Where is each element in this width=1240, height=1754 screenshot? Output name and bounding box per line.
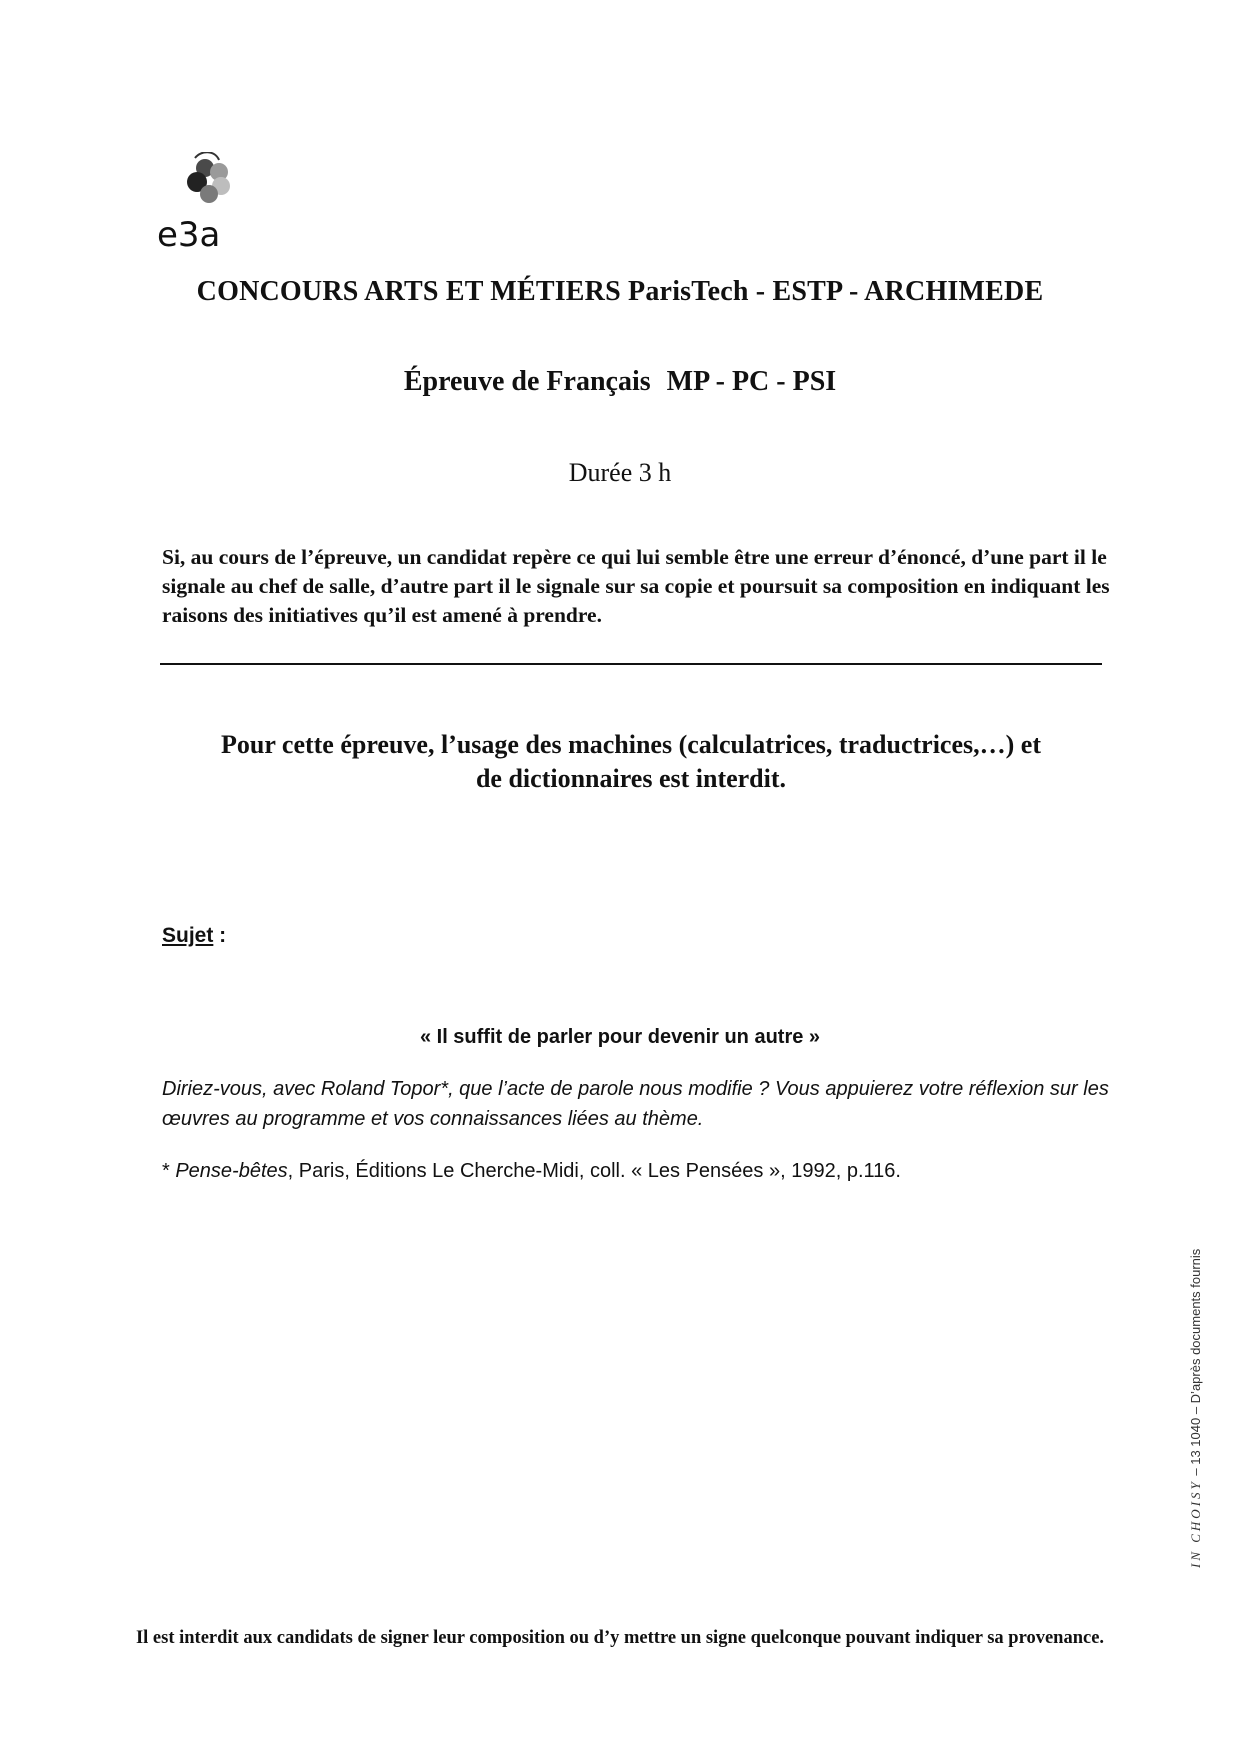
subject-reference [162,1160,1122,1183]
exam-streams: MP - PC - PSI [666,366,837,397]
footer-notice: Il est interdit aux candidats de signer leur composition ou d’y mettre un signe quelconque pouvant indiquer sa provenance. [135,1628,1105,1648]
error-notice: Si, au cours de l’épreuve, un candidat repère ce qui lui semble être une erreur d’énoncé, d’une part il le signale au chef de salle, d’autre part il le signale sur sa copie et poursuit sa composition en indiquant les raisons des initiatives qu’il est amené à prendre. [162,545,1110,627]
divider [160,663,1102,665]
subject-question: Diriez-vous, avec Roland Topor*, que l’acte de parole nous modifie ? Vous appuierez votre réflexion sur les œuvres au programme et vos connaissances liées au thème. [162,1078,1109,1130]
exam-title: CONCOURS ARTS ET MÉTIERS ParisTech - ESTP - ARCHIMEDE [196,276,1044,307]
subject-quote: « Il suffit de parler pour devenir un autre » [419,1026,821,1048]
materials-notice-line1: Pour cette épreuve, l’usage des machines (calculatrices, traductrices,…) et [221,730,1041,759]
e3a-logo [155,152,275,252]
e3a-logo-icon [155,152,275,252]
subject-label: Sujet [162,924,214,947]
exam-duration: Durée 3 h [568,458,672,487]
reference-title: Pense-bêtes [175,1160,288,1182]
printer-name: IN CHOISY [1188,1479,1203,1568]
materials-notice-line2: de dictionnaires est interdit. [475,764,787,793]
subject-heading [162,924,226,948]
reference-rest: , Paris, Éditions Le Cherche-Midi, coll. « Les Pensées », 1992, p.116. [287,1160,901,1182]
printer-code: – 13 1040 – D’après documents fournis [1188,1248,1203,1480]
printer-mark [1188,1148,1208,1568]
reference-prefix: * [162,1160,176,1182]
subject-label-suffix: : [213,924,227,947]
materials-notice [160,728,1102,796]
exam-subject: Épreuve de Français [403,366,651,397]
svg-text:e3a: e3a [157,215,221,252]
exam-subject-line [0,366,1240,398]
